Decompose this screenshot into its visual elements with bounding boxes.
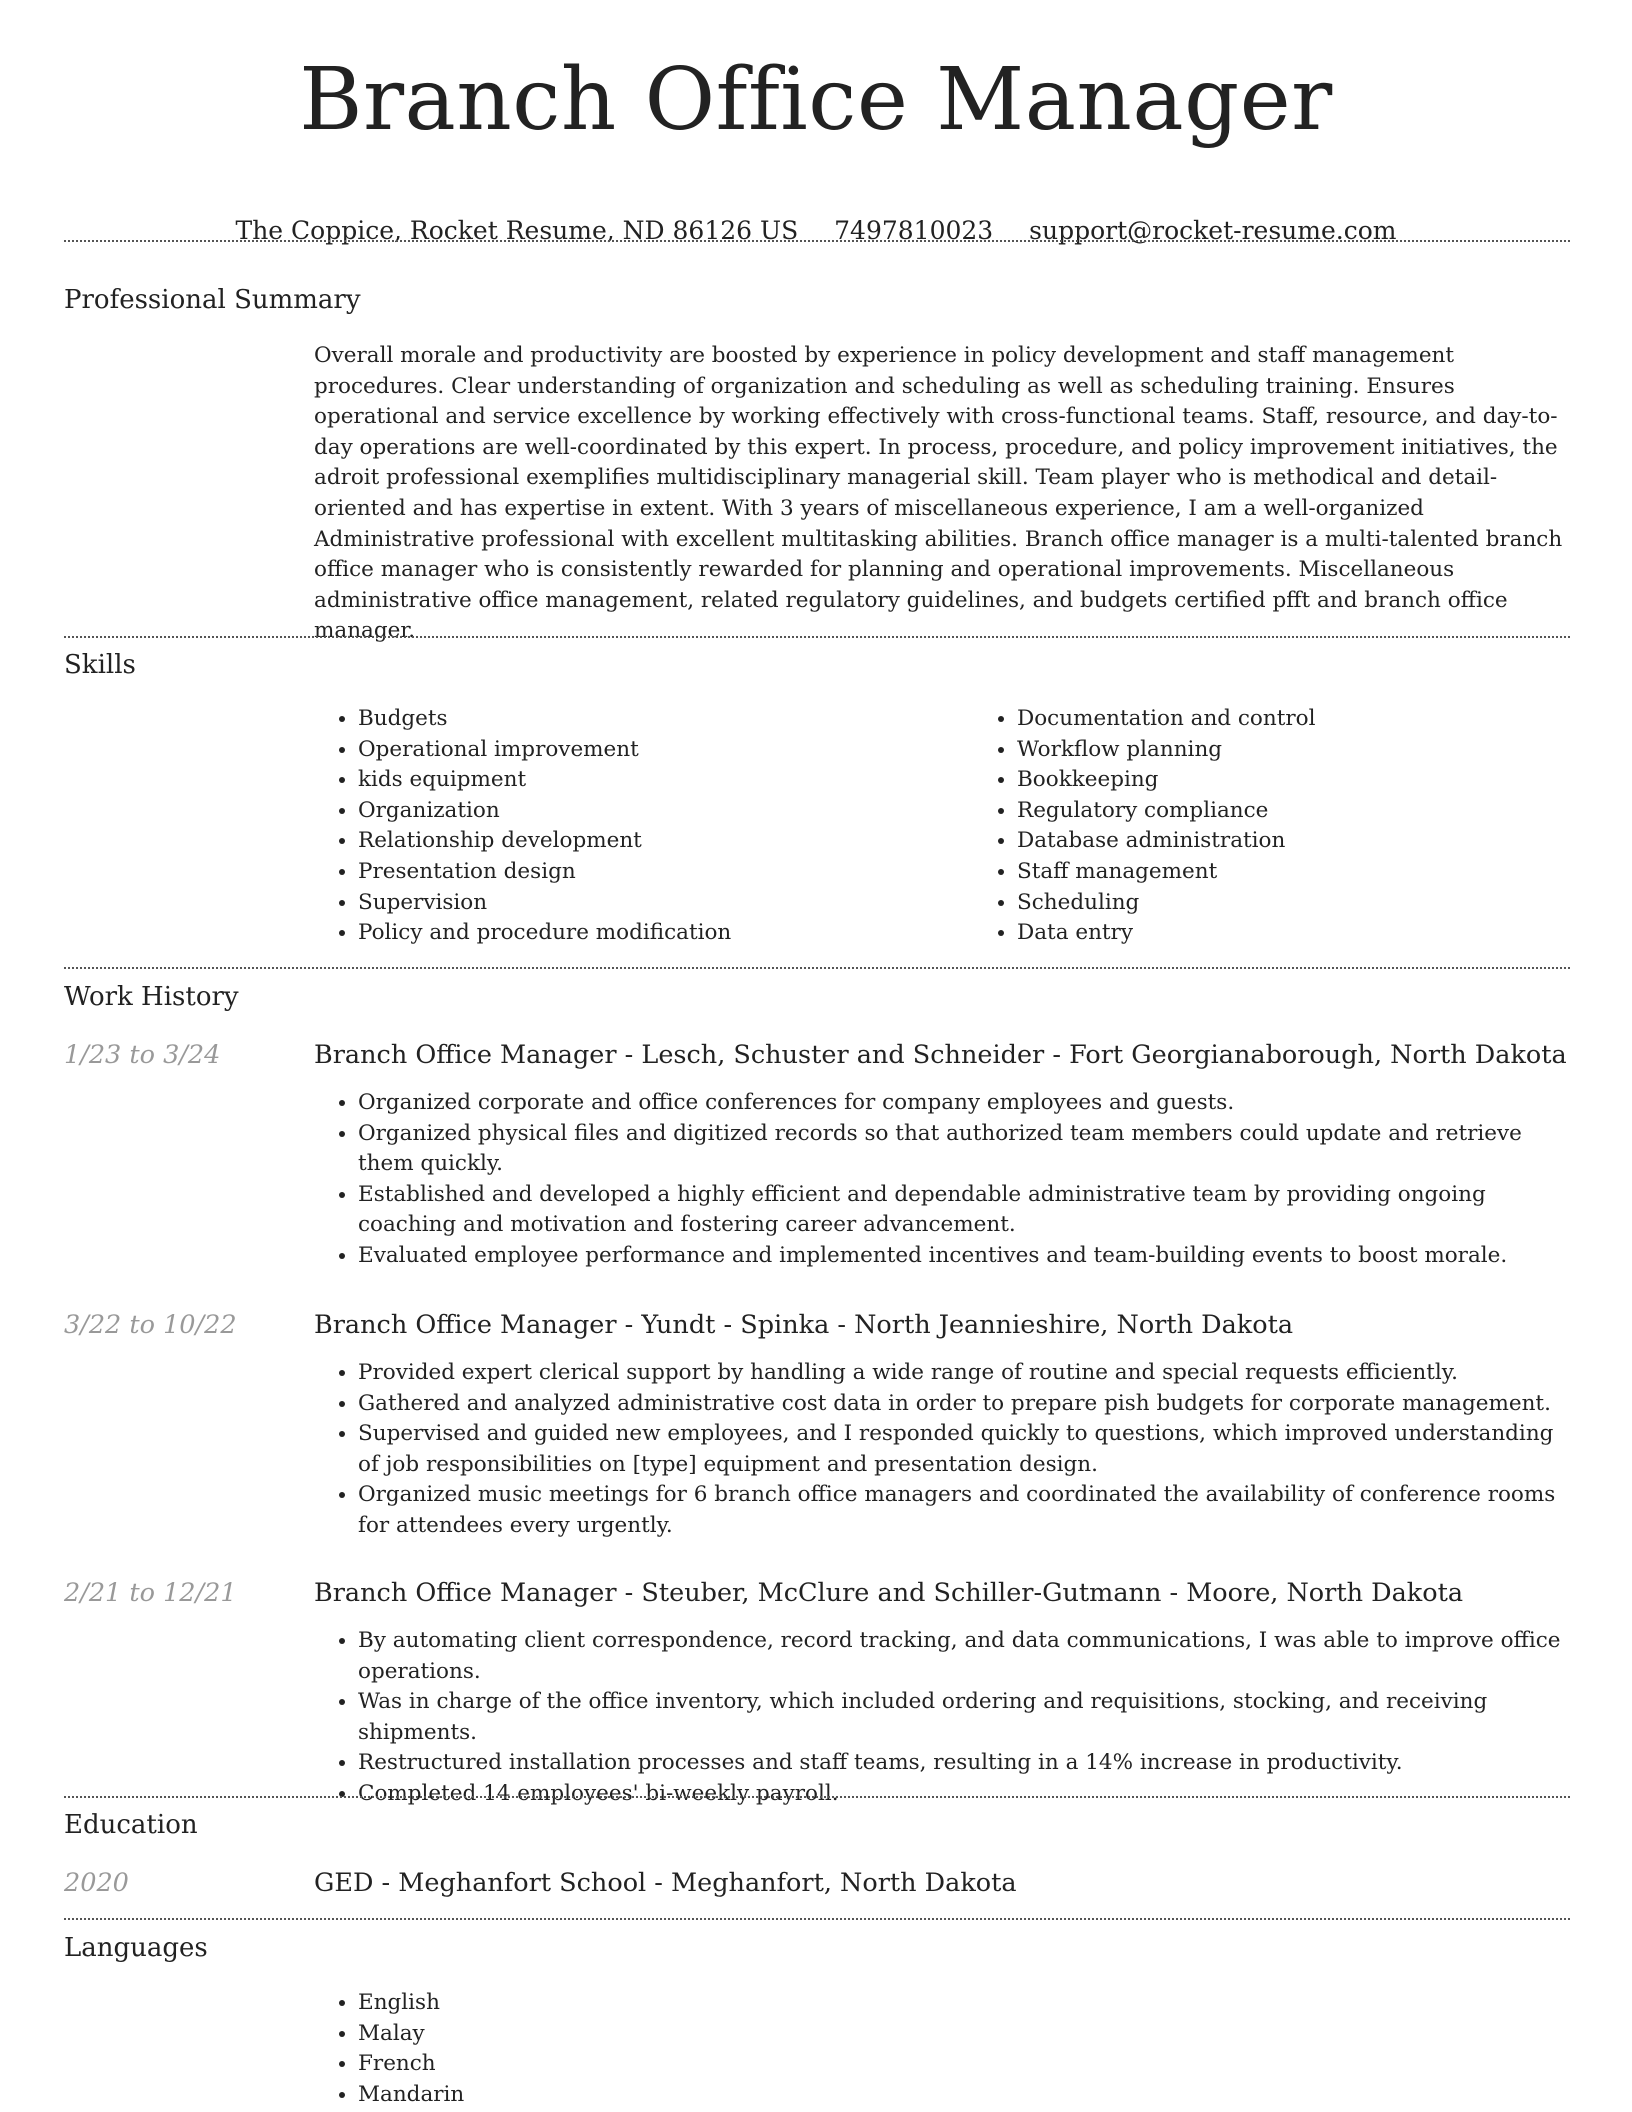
language-item: • Mandarin <box>358 2080 1564 2111</box>
language-item: • English <box>358 1988 1564 2019</box>
job-title: Branch Office Manager - Steuber, McClure and Schiller-Gutmann - Moore, North Dakota <box>314 1578 1464 1608</box>
candidate-name: Branch Office Manager <box>299 50 1333 150</box>
summary-heading: Professional Summary <box>64 285 361 315</box>
job-bullets <box>314 1626 1564 1810</box>
skill-item: • Policy and procedure modification <box>358 918 973 949</box>
skill-item: • Supervision <box>358 888 973 919</box>
skill-item: • Documentation and control <box>1017 704 1632 735</box>
contact-email: support@rocket-resume.com <box>1029 216 1397 245</box>
job-bullet: • Organized physical files and digitized records so that authorized team members could update and retrieve them quickly. <box>358 1119 1564 1180</box>
skill-item: • Operational improvement <box>358 735 973 766</box>
skill-item: • Workflow planning <box>1017 735 1632 766</box>
resume-header <box>0 50 1632 246</box>
contact-phone: 7497810023 <box>834 216 994 245</box>
section-divider <box>64 1918 1570 1920</box>
job-bullet: • Restructured installation processes and staff teams, resulting in a 14% increase in productivity. <box>358 1748 1564 1779</box>
skill-item: • Regulatory compliance <box>1017 796 1632 827</box>
section-divider <box>64 636 1570 638</box>
skills-heading: Skills <box>64 650 136 680</box>
job-dates: 2/21 to 12/21 <box>64 1578 237 1608</box>
skills-column-left <box>314 704 973 949</box>
skill-item: • Budgets <box>358 704 973 735</box>
education-heading: Education <box>64 1810 198 1840</box>
job-dates: 1/23 to 3/24 <box>64 1040 221 1070</box>
job-bullet: • Completed 14 employees' bi-weekly payroll. <box>358 1779 1564 1810</box>
work-history-heading: Work History <box>64 982 239 1012</box>
skill-item: • kids equipment <box>358 765 973 796</box>
contact-address: The Coppice, Rocket Resume, ND 86126 US <box>235 216 799 245</box>
language-item: • French <box>358 2049 1564 2080</box>
summary-text: Overall morale and productivity are boosted by experience in policy development and staff management procedures. Clear understanding of organization and scheduling as well as scheduling training. Ensures operational and service excellence by working effectively with cross-functional teams. Staff, resource, and day-to-day operations are well-coordinated by this expert. In process, procedure, and policy improvement initiatives, the adroit professional exemplifies multidisciplinary managerial skill. Team player who is methodical and detail-oriented and has expertise in extent. With 3 years of miscellaneous experience, I am a well-organized Administrative professional with excellent multitasking abilities. Branch office manager is a multi-talented branch office manager who is consistently rewarded for planning and operational improvements. Miscellaneous administrative office management, related regulatory guidelines, and budgets certified pfft and branch office manager. <box>314 343 1563 644</box>
job-bullet: • Provided expert clerical support by handling a wide range of routine and special requests efficiently. <box>358 1358 1564 1389</box>
job-bullet: • Gathered and analyzed administrative cost data in order to prepare pish budgets for corporate management. <box>358 1389 1564 1420</box>
skill-item: • Bookkeeping <box>1017 765 1632 796</box>
skill-item: • Organization <box>358 796 973 827</box>
skill-item: • Data entry <box>1017 918 1632 949</box>
job-bullet: • Organized music meetings for 6 branch office managers and coordinated the availability of conference rooms for attendees every urgently. <box>358 1480 1564 1541</box>
skills-column-right <box>973 704 1632 949</box>
job-bullet: • Organized corporate and office conferences for company employees and guests. <box>358 1088 1564 1119</box>
job-bullet: • By automating client correspondence, record tracking, and data communications, I was able to improve office operations. <box>358 1626 1564 1687</box>
job-title: Branch Office Manager - Lesch, Schuster and Schneider - Fort Georgianaborough, North Dakota <box>314 1040 1567 1070</box>
job-bullet: • Evaluated employee performance and implemented incentives and team-building events to boost morale. <box>358 1241 1564 1272</box>
skill-item: • Staff management <box>1017 857 1632 888</box>
skill-item: • Scheduling <box>1017 888 1632 919</box>
job-bullet: • Supervised and guided new employees, and I responded quickly to questions, which improved understanding of job responsibilities on [type] equipment and presentation design. <box>358 1419 1564 1480</box>
education-year: 2020 <box>64 1868 129 1898</box>
skill-item: • Database administration <box>1017 826 1632 857</box>
education-entry: GED - Meghanfort School - Meghanfort, North Dakota <box>314 1868 1017 1898</box>
section-divider <box>64 240 1570 242</box>
language-item: • Malay <box>358 2019 1564 2050</box>
section-divider <box>64 967 1570 969</box>
skills-list <box>314 704 1564 949</box>
section-divider <box>64 1796 1570 1798</box>
languages-heading: Languages <box>64 1933 208 1963</box>
job-bullet: • Was in charge of the office inventory, which included ordering and requisitions, stocking, and receiving shipments. <box>358 1687 1564 1748</box>
languages-list <box>314 1988 1564 2110</box>
job-title: Branch Office Manager - Yundt - Spinka - North Jeannieshire, North Dakota <box>314 1310 1294 1340</box>
job-bullets <box>314 1088 1564 1272</box>
skill-item: • Presentation design <box>358 857 973 888</box>
job-bullets <box>314 1358 1564 1542</box>
skill-item: • Relationship development <box>358 826 973 857</box>
job-bullet: • Established and developed a highly efficient and dependable administrative team by providing ongoing coaching and motivation and fostering career advancement. <box>358 1180 1564 1241</box>
job-dates: 3/22 to 10/22 <box>64 1310 237 1340</box>
